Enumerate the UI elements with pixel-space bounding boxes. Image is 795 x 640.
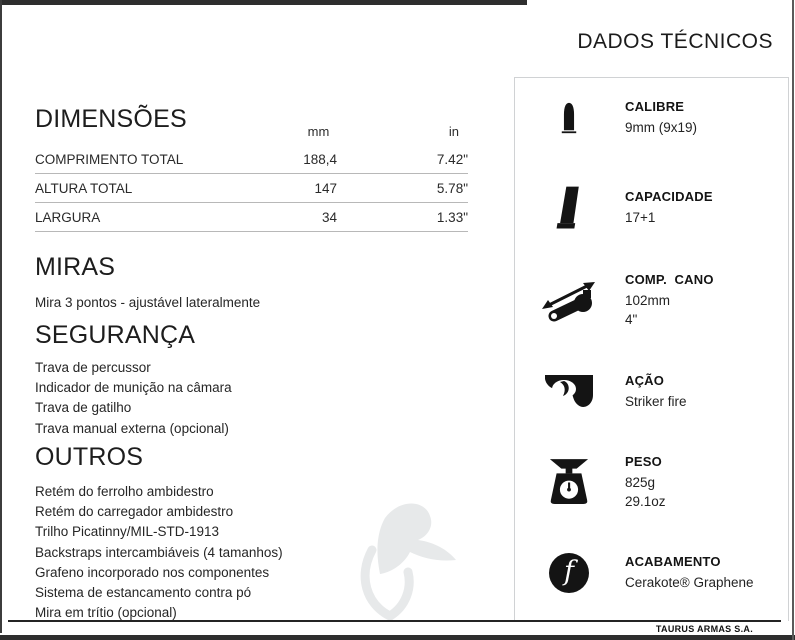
spec-row-acabamento: [541, 544, 775, 602]
dimensions-heading: DIMENSÕES: [35, 105, 187, 133]
safety-list: [35, 358, 232, 439]
spec-value: 4": [625, 311, 638, 327]
others-heading: OUTROS: [35, 443, 144, 471]
list-item: Grafeno incorporado nos componentes: [35, 564, 270, 580]
magazine-icon: [541, 180, 597, 236]
dimensions-table: [35, 112, 468, 232]
sights-heading: MIRAS: [35, 253, 116, 281]
dimensions-table-header: [35, 112, 468, 145]
scale-icon: [541, 454, 597, 510]
list-item: Sistema de estancamento contra pó: [35, 585, 252, 601]
spec-row-peso: [541, 453, 775, 511]
spec-label: CALIBRE: [625, 99, 685, 114]
spec-label: ACABAMENTO: [625, 554, 721, 569]
spec-value: 102mm: [625, 292, 671, 308]
table-row: [35, 174, 468, 203]
taurus-bull-watermark: [330, 488, 480, 638]
pistol-action-icon: [541, 364, 597, 420]
safety-heading: SEGURANÇA: [35, 321, 196, 349]
scan-edge-right: [792, 0, 794, 640]
spec-row-comp-cano: [541, 271, 775, 329]
footer-rule: [8, 620, 781, 622]
list-item: Backstraps intercambiáveis (4 tamanhos): [35, 544, 283, 560]
spec-value: 9mm (9x19): [625, 120, 698, 135]
list-item: Retém do ferrolho ambidestro: [35, 484, 214, 499]
spec-value: Cerakote® Graphene: [625, 575, 754, 590]
row-value-mm: 188,4: [303, 151, 337, 167]
spec-label: COMP. CANO: [625, 271, 714, 287]
row-label: COMPRIMENTO TOTAL: [35, 151, 184, 167]
sights-item: Mira 3 pontos - ajustável lateralmente: [35, 295, 261, 310]
list-item: Indicador de munição na câmara: [35, 380, 232, 396]
list-item: Retém do carregador ambidestro: [35, 504, 234, 520]
finish-f-icon: [541, 545, 597, 601]
others-list: [35, 482, 283, 623]
spec-label: PESO: [625, 453, 662, 469]
scan-edge-left: [0, 0, 2, 633]
table-row: [35, 145, 468, 174]
spec-value: 825g: [625, 474, 656, 490]
scan-edge-top: [0, 0, 527, 5]
column-header-in: in: [448, 124, 459, 139]
row-value-in: 7.42": [436, 151, 468, 167]
list-item: Mira em trítio (opcional): [35, 605, 177, 621]
row-label: ALTURA TOTAL: [35, 180, 133, 196]
column-header-mm: mm: [307, 124, 330, 139]
tech-data-panel: [514, 77, 789, 621]
spec-value: Striker fire: [625, 394, 687, 409]
company-name: TAURUS ARMAS S.A.: [655, 624, 753, 634]
spec-label: CAPACIDADE: [625, 189, 713, 204]
row-value-mm: 147: [314, 180, 337, 196]
spec-row-acao: [541, 363, 775, 421]
row-value-in: 1.33": [436, 209, 468, 225]
barrel-length-icon: [541, 272, 597, 328]
list-item: Trilho Picatinny/MIL-STD-1913: [35, 524, 220, 540]
spec-value: 17+1: [625, 210, 656, 225]
table-row: [35, 203, 468, 232]
spec-row-calibre: [541, 89, 775, 147]
row-value-mm: 34: [321, 209, 337, 225]
list-item: Trava manual externa (opcional): [35, 420, 229, 436]
spec-row-capacidade: [541, 179, 775, 237]
page-title: DADOS TÉCNICOS: [577, 30, 773, 53]
bullet-icon: [541, 90, 597, 146]
spec-value: 29.1oz: [625, 493, 666, 509]
row-value-in: 5.78": [436, 180, 468, 196]
row-label: LARGURA: [35, 209, 101, 225]
list-item: Trava de gatilho: [35, 400, 132, 416]
spec-label: AÇÃO: [625, 373, 665, 388]
scan-edge-bottom: [0, 635, 795, 640]
list-item: Trava de percussor: [35, 360, 151, 375]
finish-f-glyph: f: [564, 556, 574, 587]
